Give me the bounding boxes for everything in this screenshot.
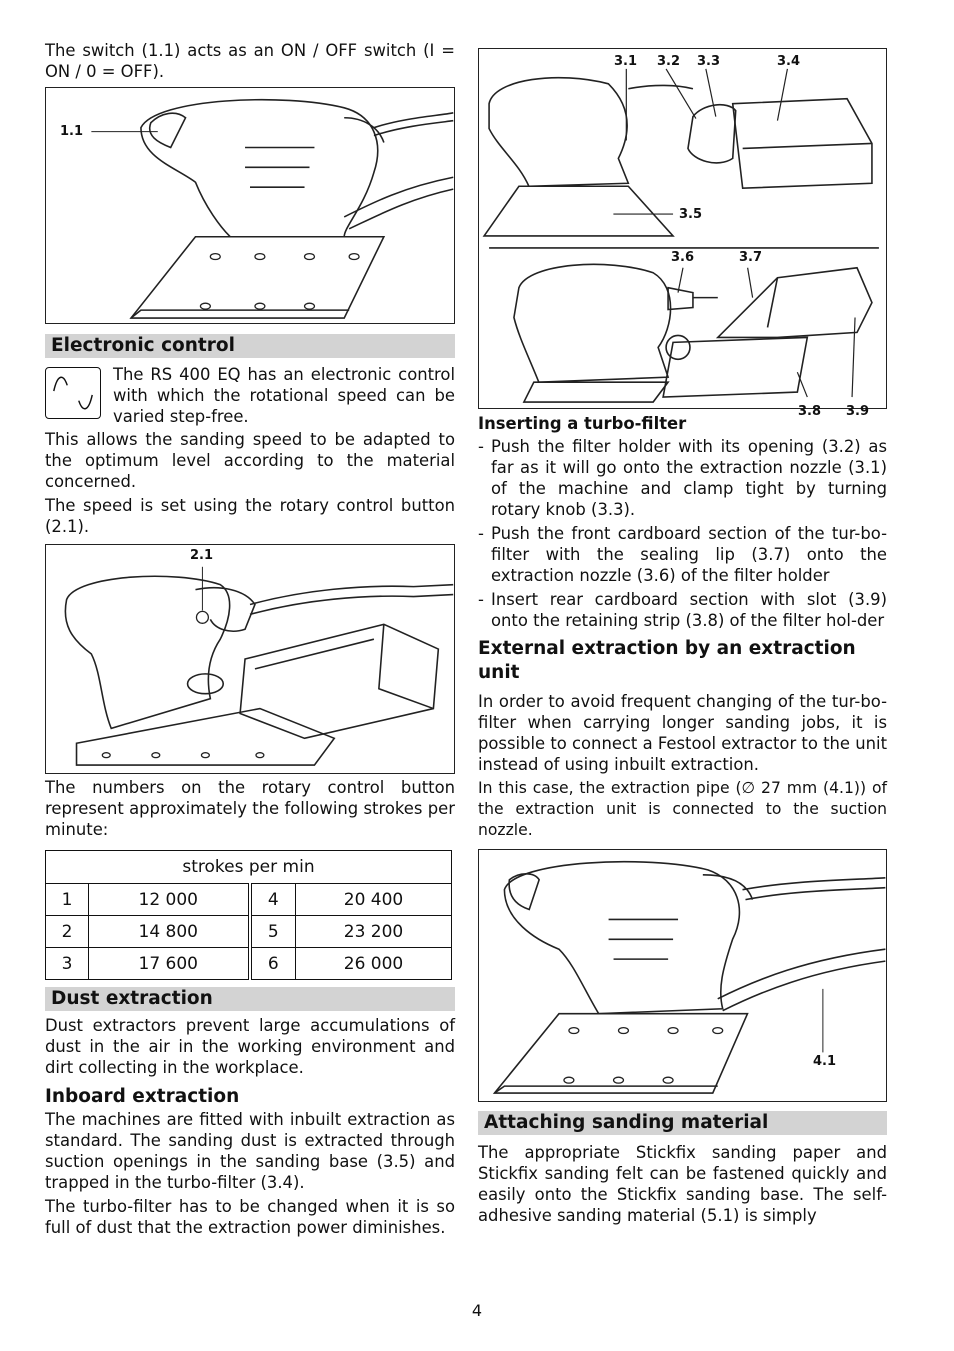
inboard-extraction-heading: Inboard extraction bbox=[45, 1086, 240, 1107]
list-item: - Push the filter holder with its opening (3.2) as far as it will go onto the extraction nozzle (3.1) of the machine and clamp tight by turning rotary knob (3.3). bbox=[478, 437, 887, 519]
table-cell: 26 000 bbox=[296, 948, 452, 980]
table-row bbox=[46, 916, 452, 948]
callout-3-5: 3.5 bbox=[679, 207, 703, 222]
inboard-extraction-text-2: The turbo-filter has to be changed when it is so full of dust that the extraction power diminishes. bbox=[45, 1197, 455, 1237]
electronic-control-text-3: The speed is set using the rotary control button (2.1). bbox=[45, 496, 455, 536]
callout-2-1: 2.1 bbox=[190, 548, 214, 563]
callout-3-2: 3.2 bbox=[657, 54, 681, 69]
callout-3-9: 3.9 bbox=[846, 404, 870, 419]
table-cell: 5 bbox=[250, 916, 296, 948]
callout-3-1: 3.1 bbox=[614, 54, 638, 69]
callout-3-7: 3.7 bbox=[739, 250, 763, 265]
turbo-filter-illustration bbox=[479, 49, 886, 408]
external-extraction-heading: External extraction by an extraction unit bbox=[478, 638, 856, 683]
attaching-sanding-heading: Attaching sanding material bbox=[478, 1111, 887, 1135]
table-row bbox=[46, 884, 452, 916]
table-cell: 3 bbox=[46, 948, 89, 980]
page-number: 4 bbox=[471, 1301, 483, 1320]
dust-extraction-text: Dust extractors prevent large accumulations of dust in the air in the working environment and dirt collecting in the workplace. bbox=[45, 1016, 455, 1077]
figure-turbo-filter bbox=[478, 48, 887, 419]
external-extraction-text-2: In this case, the extraction pipe (∅ 27 mm (4.1)) of the extraction unit is connected to the suction nozzle. bbox=[478, 779, 887, 839]
table-cell: 17 600 bbox=[89, 948, 250, 980]
callout-3-4: 3.4 bbox=[777, 54, 801, 69]
sander-illustration-1 bbox=[46, 88, 454, 323]
table-cell: 14 800 bbox=[89, 916, 250, 948]
table-header: strokes per min bbox=[46, 851, 452, 884]
electronic-control-text-2: This allows the sanding speed to be adapted to the optimum level according to the material concerned. bbox=[45, 430, 455, 491]
turbo-filter-steps bbox=[478, 436, 887, 631]
electronic-control-text: The RS 400 EQ has an electronic control with which the rotational speed can be varied step-free. bbox=[113, 365, 455, 426]
callout-1-1: 1.1 bbox=[60, 124, 84, 139]
inboard-extraction-text: The machines are fitted with inbuilt extraction as standard. The sanding dust is extracted through suction openings in the sanding base (3.5) and trapped in the turbo-filter (3.4). bbox=[45, 1110, 455, 1192]
callout-3-6: 3.6 bbox=[671, 250, 695, 265]
turbo-filter-heading: Inserting a turbo-filter bbox=[478, 414, 687, 433]
figure-external-extraction bbox=[478, 849, 887, 1102]
electronic-control-block bbox=[45, 364, 455, 427]
table-cell: 4 bbox=[250, 884, 296, 916]
attaching-sanding-text: The appropriate Stickfix sanding paper and Stickfix sanding felt can be fastened quickly and easily onto the Stickfix sanding base. The self-adhesive sanding material (5.1) is simply bbox=[478, 1143, 887, 1225]
callout-3-8: 3.8 bbox=[798, 404, 822, 419]
dust-extraction-heading: Dust extraction bbox=[45, 987, 455, 1011]
table-cell: 2 bbox=[46, 916, 89, 948]
list-item: - Push the front cardboard section of the tur-bo-filter with the sealing lip (3.7) onto the extraction nozzle (3.6) of the filter holder bbox=[478, 524, 887, 585]
right-column bbox=[478, 40, 887, 1226]
numbers-text: The numbers on the rotary control button represent approximately the following strokes per minute: bbox=[45, 778, 455, 839]
left-column bbox=[45, 40, 455, 1238]
callout-4-1: 4.1 bbox=[813, 1054, 837, 1069]
sander-illustration-2 bbox=[46, 545, 454, 773]
strokes-table bbox=[45, 850, 452, 980]
table-header-row bbox=[46, 851, 452, 884]
sine-wave-icon bbox=[45, 367, 101, 419]
electronic-control-heading: Electronic control bbox=[45, 334, 455, 358]
external-extraction-text: In order to avoid frequent changing of the tur-bo-filter when carrying longer sanding jobs, it is possible to connect a Festool extractor to the unit instead of using inbuilt extraction. bbox=[478, 692, 887, 774]
table-cell: 1 bbox=[46, 884, 89, 916]
list-item: - Insert rear cardboard section with slot (3.9) onto the retaining strip (3.8) of the filter hol-der bbox=[478, 590, 887, 630]
table-cell: 20 400 bbox=[296, 884, 452, 916]
table-cell: 6 bbox=[250, 948, 296, 980]
intro-text: The switch (1.1) acts as an ON / OFF switch (I = ON / 0 = OFF). bbox=[45, 41, 455, 81]
figure-switch bbox=[45, 87, 455, 324]
table-cell: 12 000 bbox=[89, 884, 250, 916]
callout-3-3: 3.3 bbox=[697, 54, 721, 69]
table-cell: 23 200 bbox=[296, 916, 452, 948]
table-row bbox=[46, 948, 452, 980]
figure-rotary-control bbox=[45, 544, 455, 774]
